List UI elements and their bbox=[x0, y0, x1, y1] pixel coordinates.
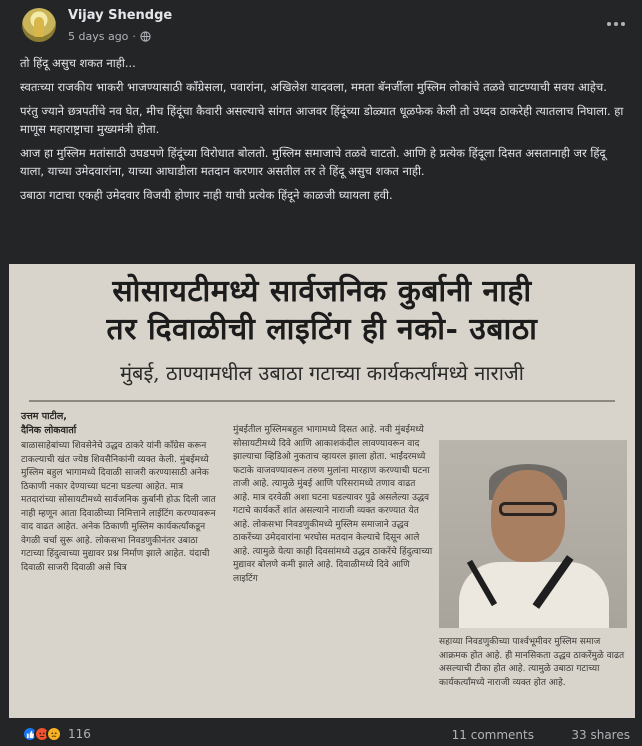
byline-org: दैनिक लोकवार्ता bbox=[21, 425, 77, 436]
author-avatar[interactable] bbox=[22, 8, 56, 42]
post-paragraph: आज हा मुस्लिम मतांसाठी उघडपणे हिंदूंच्या विरोधात बोलतो. मुस्लिम समाजाचे तळवे चाटतो. आणि हे प्रत्येक हिंदूला दिसत असतानाही जर हिंदू याला, याच्या उमेदवारांना, याच्या आघाडीला मतदान करणार असतील तर ते हिंदू असुच शकत नाही. bbox=[20, 146, 606, 178]
post-header bbox=[0, 0, 642, 52]
post-paragraph: परंतु ज्याने छत्रपतींचे नव घेत, मीच हिंदूंचा कैवारी असल्याचे सांगत आजवर हिंदूंच्या डोळ्यात धूळफेक केली तो उध्दव ठाकरेही त्यातलाच निघाला. हा माणूस महाराष्ट्राचा मुख्यमंत्री होता. bbox=[20, 104, 624, 136]
comments-count-link[interactable]: 11 comments bbox=[451, 728, 534, 742]
post-meta bbox=[68, 30, 151, 43]
more-options-button[interactable] bbox=[602, 10, 630, 38]
newspaper-headline-line2: तर दिवाळीची लाइटिंग ही नको- उबाठा bbox=[106, 312, 538, 347]
newspaper-column-3: सहाय्या निवडणुकीच्या पार्श्वभूमीवर मुस्लिम समाज आक्रमक होत आहे. ही मानसिकता उद्धव ठाकरेंमुळे वाढत असल्याची टीका होत आहे. त्यामुळे उबाठा गटाच्या कार्यकर्त्यांमध्ये नाराजी व्यक्त होत आहे. bbox=[439, 637, 625, 688]
meta-separator: · bbox=[132, 30, 136, 43]
sad-reaction-icon bbox=[46, 726, 62, 742]
shares-count-link[interactable]: 33 shares bbox=[571, 728, 630, 742]
post-time[interactable]: 5 days ago bbox=[68, 30, 129, 43]
byline-name: उत्तम पाटील, bbox=[21, 411, 67, 422]
post-image[interactable] bbox=[9, 264, 635, 718]
newspaper-column-1: बाळासाहेबांच्या शिवसेनेचे उद्धव ठाकरे यांनी काँग्रेस करून टाकल्याची खंत ज्येष्ठ शिवसैनिकांनी व्यक्त केली. मुंबईमध्ये मुस्लिम बहुल भागामध्ये दिवाळी साजरी करण्यासाठी अनेक ठिकाणी नकार देण्याच्या घटना घडल्या आहेत. मात्र मतदारांच्या सोसायटीमध्ये सार्वजनिक कुर्बानी होऊ दिली जात नाही म्हणून आता दिवाळीच्या निमित्ताने लाईटिंग करण्यावरून वाद वाढत आहेत. अनेक ठिकाणी मुस्लिम कार्यकर्त्यांकडून वेगळी चर्चा सुरू आहे. लोकसभा निवडणुकीनंतर उबाठा गटाच्या हिंदुत्वाच्या मुद्यावर प्रश्न निर्माण झाले आहेत. यंदाची दिवाळी साजरी दिवाळी असे चित्र bbox=[21, 441, 216, 573]
newspaper-portrait-photo bbox=[439, 440, 627, 628]
newspaper-byline bbox=[21, 410, 217, 438]
author-name[interactable]: Vijay Shendge bbox=[68, 8, 173, 23]
post-text bbox=[20, 54, 624, 210]
more-options-icon bbox=[607, 22, 611, 26]
reactions-summary[interactable] bbox=[22, 726, 91, 742]
newspaper-headline-line1: सोसायटीमध्ये सार्वजनिक कुर्बानी नाही bbox=[112, 274, 532, 309]
newspaper-divider bbox=[29, 400, 615, 402]
newspaper-subheadline: मुंबई, ठाण्यामधील उबाठा गटाच्या कार्यकर्त्यांमध्ये नाराजी bbox=[120, 361, 524, 385]
newspaper-column-2: मुंबईतील मुस्लिमबहुल भागामध्ये दिसत आहे. नवी मुंबईमध्ये सोसायटीमध्ये दिवे आणि आकाशकंदील लावण्यावरून वाद झाल्याचा व्हिडिओ नुकताच व्हायरल झाला होता. भाईंदरमध्ये फटाके वाजवण्यावरून तरुण मुलांना मारहाण करण्याची घटना ताजी आहे. त्यामुळे मुंबई आणि परिसरामध्ये तणाव वाढत आहे. मात्र दरवेळी अशा घटना घडल्यावर पुढे असलेल्या उद्धव गटाचे कार्यकर्ते शांत असल्याने नाराजी व्यक्त करण्यात येत आहे. लोकसभा निवडणुकीमध्ये मुस्लिम समाजाने उद्धव ठाकरेंच्या उमेदवारांना भरघोस मतदान केल्याचे दिसून आले आहे. त्यामुळे येत्या काही दिवसांमध्ये उद्धव ठाकरेंचे हिंदुत्वाच्या मुद्यावर बोलणे कमी झाले आहे. दिवाळीमध्ये दिवे आणि लाइटिंग bbox=[233, 425, 433, 584]
post-paragraph: तो हिंदू असुच शकत नाही... bbox=[20, 56, 136, 70]
reaction-count: 116 bbox=[68, 727, 91, 741]
post-paragraph: स्वतःच्या राजकीय भाकरी भाजण्यासाठी काँग्रेसला, पवारांना, अखिलेश यादवला, ममता बॅनर्जीला मुस्लिम लोकांचे तळवे चाटण्याची सवय आहेच. bbox=[20, 80, 607, 94]
post-paragraph: उबाठा गटाचा एकही उमेदवार विजयी होणार नाही याची प्रत्येक हिंदूने काळजी घ्यायला हवी. bbox=[20, 188, 393, 202]
globe-icon bbox=[140, 31, 151, 42]
post-footer bbox=[0, 722, 642, 746]
